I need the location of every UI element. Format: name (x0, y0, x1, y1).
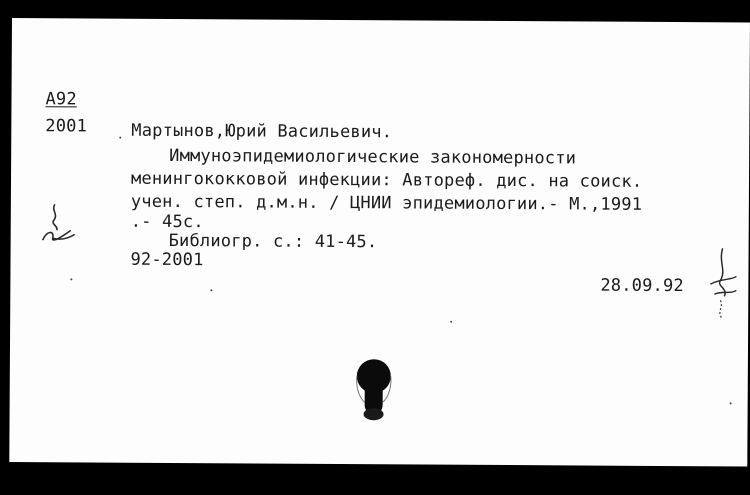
handwritten-initials-left (37, 200, 83, 244)
title-line-3: учен. степ. д.м.н. / ЦНИИ эпидемиологии.- М.,1991 (130, 191, 643, 215)
punch-hole (354, 358, 394, 424)
accession-number: 2001 (45, 116, 88, 137)
date-stamp: 28.09.92 (600, 275, 684, 297)
title-line-1: Иммуноэпидемиологические закономерности (169, 145, 577, 169)
author-heading: Мартынов,Юрий Васильевич. (131, 120, 393, 143)
speck (210, 289, 212, 291)
inventory-number: 92-2001 (130, 249, 204, 271)
title-line-2: менингококковой инфекции: Автореф. дис. на соиск. (130, 168, 643, 192)
handwritten-signature-right (700, 244, 744, 324)
bibliography-note: Библиогр. с.: 41-45. (168, 230, 378, 253)
card-content (9, 18, 750, 466)
shelfmark: A92 (45, 89, 77, 110)
catalog-card (9, 18, 750, 466)
speck (70, 278, 72, 280)
speck (730, 402, 732, 404)
speck (450, 321, 452, 323)
title-line-4: .- 45с. (130, 211, 204, 233)
speck (119, 137, 121, 139)
